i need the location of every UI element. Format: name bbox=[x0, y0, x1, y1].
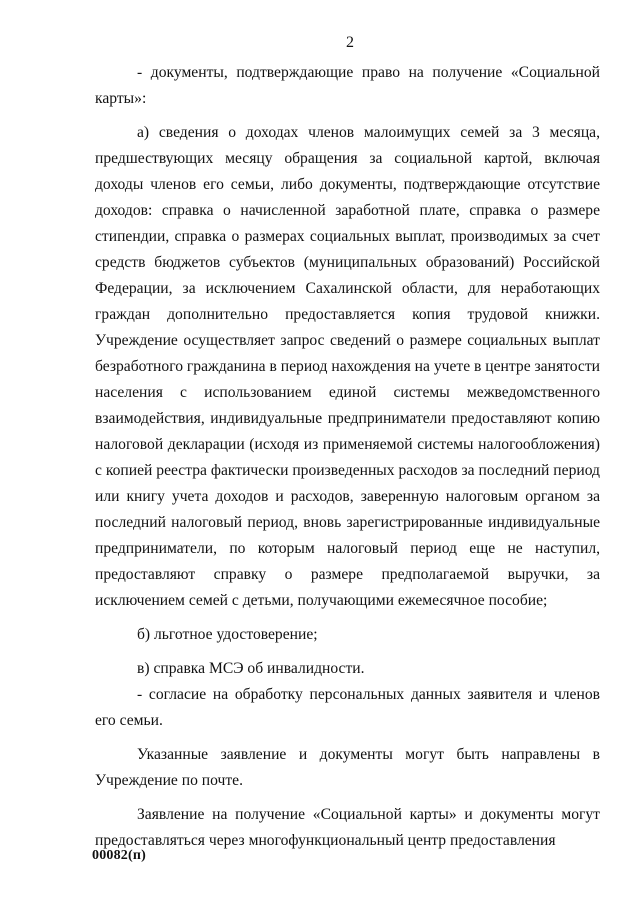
paragraph-benefit-certificate: б) льготное удостоверение; bbox=[137, 626, 318, 643]
paragraph-mfc-submission: Заявление на получение «Социальной карты» и документы могут предоставляться через многофункциональный центр предоставления bbox=[95, 806, 600, 849]
paragraph-consent: - согласие на обработку персональных данных заявителя и членов его семьи. bbox=[95, 686, 600, 729]
paragraph-documents-right: - документы, подтверждающие право на получение «Социальной карты»: bbox=[95, 64, 600, 107]
document-body bbox=[95, 60, 600, 854]
document-code: 00082(п) bbox=[92, 848, 146, 863]
page-number: 2 bbox=[346, 34, 354, 51]
paragraph-mse-certificate: в) справка МСЭ об инвалидности. bbox=[137, 660, 365, 677]
paragraph-income-info: а) сведения о доходах членов малоимущих семей за 3 месяца, предшествующих месяцу обращения за социальной картой, включая доходы членов его семьи, либо документы, подтверждающие отсутствие доходов: справка о начисленной заработной плате, справка о размере стипендии, справка о размерах социальных выплат, производимых за счет средств бюджетов субъектов (муниципальных образований) Российской Федерации, за исключением Сахалинской области, для неработающих граждан дополнительно предоставляется копия трудовой книжки. Учреждение осуществляет запрос сведений о размере социальных выплат безработного гражданина в период нахождения на учете в центре занятости населения с использованием единой системы межведомственного взаимодействия, индивидуальные предприниматели предоставляют копию налоговой декларации (исходя из применяемой системы налогообложения) с копией реестра фактически произведенных расходов за последний период или книгу учета доходов и расходов, заверенную налоговым органом за последний налоговый период, вновь зарегистрированные индивидуальные предприниматели, по которым налоговый период еще не наступил, предоставляют справку о размере предполагаемой выручки, за исключением семей с детьми, получающими ежемесячное пособие; bbox=[95, 124, 600, 609]
paragraph-post-delivery: Указанные заявление и документы могут быть направлены в Учреждение по почте. bbox=[95, 746, 600, 789]
